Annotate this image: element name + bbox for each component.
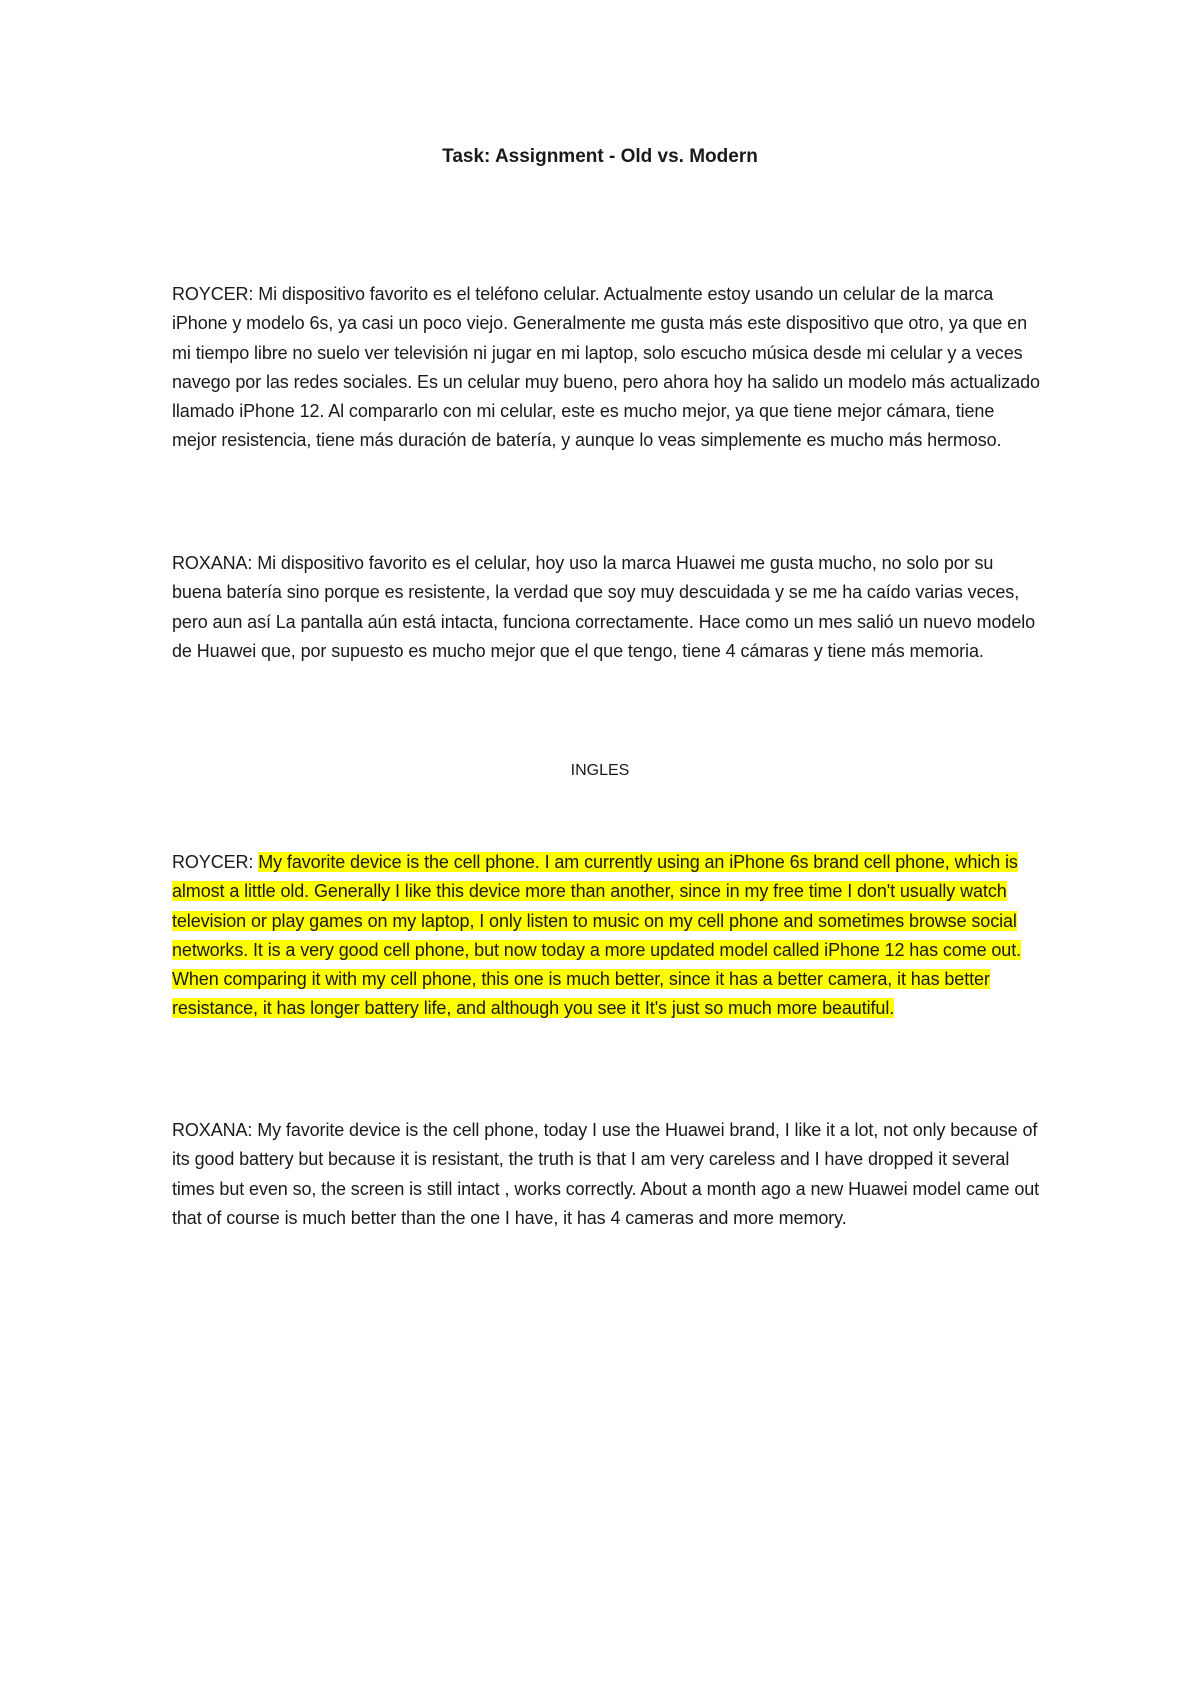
paragraph-roxana-english <box>172 1116 1042 1233</box>
paragraph-roxana-spanish <box>172 549 1042 666</box>
paragraph-text: My favorite device is the cell phone, today I use the Huawei brand, I like it a lot, not only because of its good battery but because it is resistant, the truth is that I am very careless and I have dropped it several times but even so, the screen is still intact , works correctly. About a month ago a new Huawei model came out that of course is much better than the one I have, it has 4 cameras and more memory. <box>172 1120 1040 1228</box>
paragraph-text: Mi dispositivo favorito es el celular, hoy uso la marca Huawei me gusta mucho, no solo por su buena batería sino porque es resistente, la verdad que soy muy descuidada y se me ha caído varias veces, pero aun así La pantalla aún está intacta, funciona correctamente. Hace como un mes salió un nuevo modelo de Huawei que, por supuesto es mucho mejor que el que tengo, tiene 4 cámaras y tiene más memoria. <box>172 553 1036 661</box>
speaker-label: ROXANA: <box>172 1120 253 1140</box>
highlighted-paragraph-text: My favorite device is the cell phone. I am currently using an iPhone 6s brand cell phone, which is almost a little old. Generally I like this device more than another, since in my free time I don't usually watch television or play games on my laptop, I only listen to music on my cell phone and sometimes browse social networks. It is a very good cell phone, but now today a more updated model called iPhone 12 has come out. When comparing it with my cell phone, this one is much better, since it has a better camera, it has better resistance, it has longer battery life, and although you see it It's just so much more beautiful. <box>172 852 1022 1019</box>
section-heading-ingles: INGLES <box>570 762 630 779</box>
document-title: Task: Assignment - Old vs. Modern <box>442 146 758 167</box>
speaker-label: ROXANA: <box>172 553 253 573</box>
paragraph-text: Mi dispositivo favorito es el teléfono celular. Actualmente estoy usando un celular de la marca iPhone y modelo 6s, ya casi un poco viejo. Generalmente me gusta más este dispositivo que otro, ya que en mi tiempo libre no suelo ver televisión ni jugar en mi laptop, solo escucho música desde mi celular y a veces navego por las redes sociales. Es un celular muy bueno, pero ahora hoy ha salido un modelo más actualizado llamado iPhone 12. Al compararlo con mi celular, este es mucho mejor, ya que tiene mejor cámara, tiene mejor resistencia, tiene más duración de batería, y aunque lo veas simplemente es mucho más hermoso. <box>172 284 1040 451</box>
paragraph-roycer-spanish <box>172 280 1042 456</box>
speaker-label: ROYCER: <box>172 284 254 304</box>
paragraph-roycer-english <box>172 848 1042 1024</box>
speaker-label: ROYCER: <box>172 852 254 872</box>
